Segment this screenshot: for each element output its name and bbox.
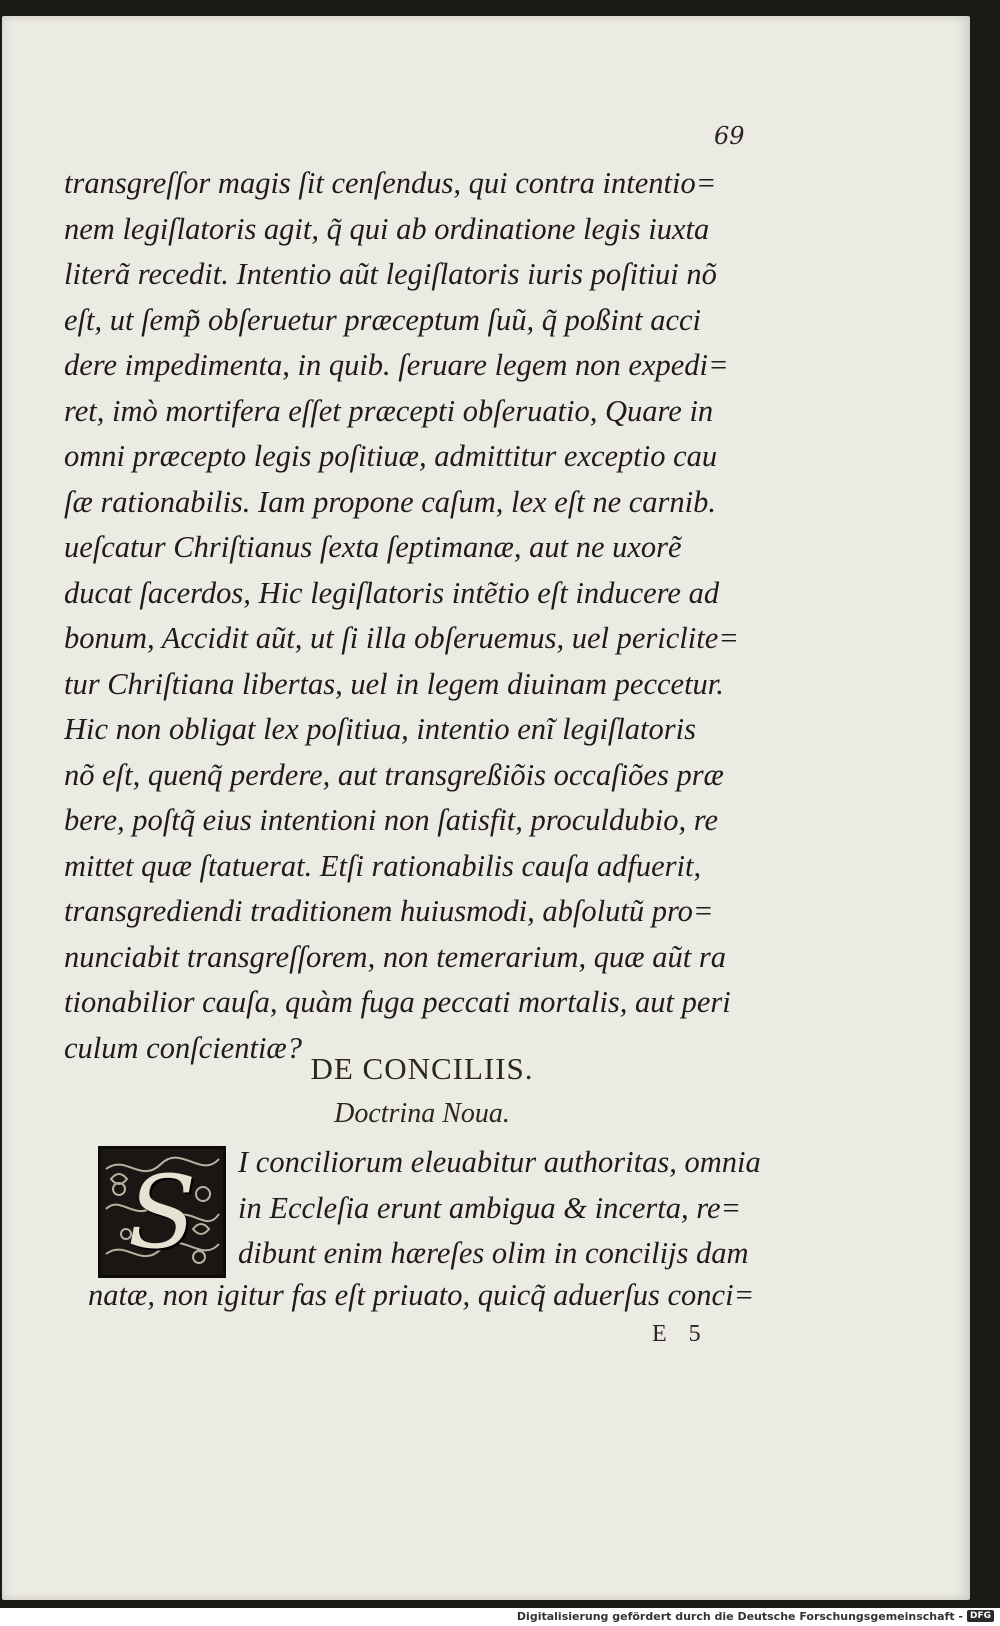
text-line: tur Chriſtiana libertas, uel in legem diuinam peccetur. <box>64 666 724 701</box>
digitization-credit <box>517 1607 994 1625</box>
text-line: nunciabit transgreſſorem, non temerarium, quæ aũt ra <box>64 939 726 974</box>
text-line: bere, poſtq̃ eius intentioni non ſatisfit, proculdubio, re <box>64 803 719 837</box>
ornamental-initial <box>98 1146 226 1278</box>
drop-cap-letter: S <box>127 1153 197 1271</box>
section-subheading: Doctrina Noua. <box>334 1098 510 1129</box>
text-line: natæ, non igitur fas eſt priuato, quicq̃ aduerſus conci= <box>88 1278 755 1312</box>
text-line: I conciliorum eleuabitur authoritas, omnia <box>238 1145 761 1179</box>
text-line: tionabilior cauſa, quàm fuga peccati mortalis, aut peri <box>64 985 731 1019</box>
text-line: transgreſſor magis ſit cenſendus, qui contra intentio= <box>64 166 717 200</box>
signature-mark: E 5 <box>652 1321 709 1347</box>
credit-text: Digitalisierung gefördert durch die Deutsche Forschungsgemeinschaft - <box>516 1609 963 1623</box>
section-heading: DE CONCILIIS. <box>310 1051 534 1086</box>
text-line: literã recedit. Intentio aũt legiſlatoris iuris poſitiui nõ <box>64 257 717 291</box>
paragraph-2 <box>238 1140 798 1277</box>
text-line: eſt, ut ſemp̃ obſeruetur præceptum ſuũ, q̃ poßint acci <box>64 302 702 337</box>
text-line: transgrediendi traditionem huiusmodi, abſolutũ pro= <box>64 894 714 928</box>
text-line: nõ eſt, quenq̃ perdere, aut transgreßiõis occaſiões præ <box>64 757 724 792</box>
text-line: Hic non obligat lex poſitiua, intentio enĩ legiſlatoris <box>64 712 696 746</box>
text-line: nem legiſlatoris agit, q̃ qui ab ordinatione legis iuxta <box>64 211 710 246</box>
text-line: ret, imò mortifera eſſet præcepti obſeruatio, Quare in <box>64 393 714 428</box>
text-line: bonum, Accidit aũt, ut ſi illa obſeruemus, uel periclite= <box>64 621 739 655</box>
page-number: 69 <box>714 122 745 150</box>
text-line: culum conſcientiæ? <box>64 1030 303 1065</box>
text-line: omni præcepto legis poſitiuæ, admittitur exceptio cau <box>64 439 718 473</box>
text-line: ſæ rationabilis. Iam propone caſum, lex eſt ne carnib. <box>64 484 716 519</box>
text-line: dibunt enim hæreſes olim in concilijs dam <box>238 1236 749 1270</box>
text-line: in Eccleſia erunt ambigua & incerta, re= <box>238 1190 742 1225</box>
dfg-logo: DFG <box>967 1610 994 1622</box>
paragraph-1 <box>64 161 784 1071</box>
text-line: mittet quæ ſtatuerat. Etſi rationabilis cauſa adfuerit, <box>64 848 702 883</box>
text-line: dere impedimenta, in quib. ſeruare legem non expedi= <box>64 348 729 382</box>
text-line: ducat ſacerdos, Hic legiſlatoris intẽtio eſt inducere ad <box>64 575 720 610</box>
book-page <box>2 16 970 1600</box>
text-line: ueſcatur Chriſtianus ſexta ſeptimanæ, aut ne uxorẽ <box>64 530 682 564</box>
